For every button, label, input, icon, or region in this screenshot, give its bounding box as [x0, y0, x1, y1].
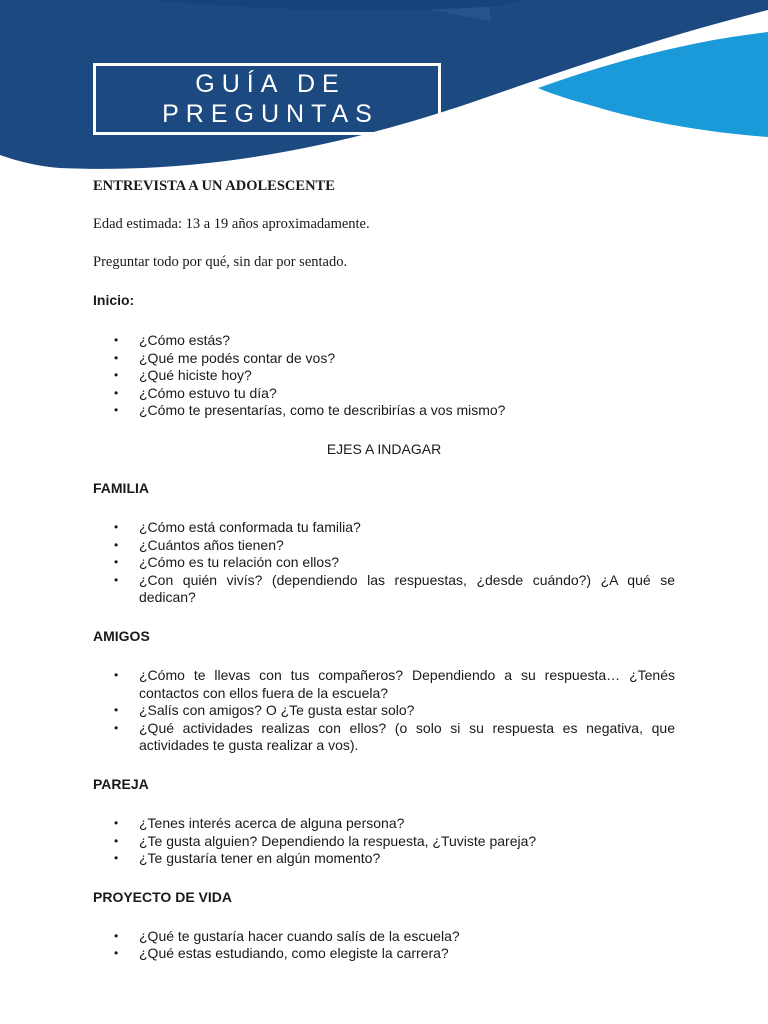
section-heading-proyecto: PROYECTO DE VIDA	[93, 888, 232, 905]
list-item: • ¿Tenes interés acerca de alguna persona?	[114, 814, 405, 831]
list-item: • ¿Cómo estuvo tu día?	[114, 384, 277, 401]
age-text: Edad estimada: 13 a 19 años aproximadamente.	[93, 216, 370, 232]
list-item: • ¿Cómo te llevas con tus compañeros? Dependiendo a su respuesta… ¿Tenés contactos con ellos fuera de la escuela?	[114, 666, 675, 701]
instruction-text: Preguntar todo por qué, sin dar por sentado.	[93, 254, 348, 270]
bullet-icon: •	[114, 519, 119, 534]
list-item: • ¿Qué me podés contar de vos?	[114, 349, 336, 366]
bullet-icon: •	[114, 928, 119, 943]
section-heading-pareja: PAREJA	[93, 775, 149, 792]
ejes-heading: EJES A INDAGAR	[326, 440, 442, 457]
document-body	[93, 176, 675, 963]
list-pareja	[93, 815, 675, 868]
bullet-icon: •	[114, 720, 119, 735]
list-item: • ¿Qué actividades realizas con ellos? (o solo si su respuesta es negativa, que actividades te gusta realizar a vos).	[114, 719, 675, 754]
list-item: • ¿Cómo estás?	[114, 332, 231, 348]
list-amigos	[93, 667, 675, 755]
bullet-icon: •	[114, 946, 119, 961]
bullet-icon: •	[114, 833, 119, 848]
bullet-icon: •	[114, 815, 119, 830]
bullet-icon: •	[114, 667, 119, 682]
bullet-icon: •	[114, 851, 119, 866]
section-heading-familia: FAMILIA	[93, 479, 149, 496]
bullet-icon: •	[114, 385, 119, 400]
title-box	[93, 63, 441, 135]
list-item: • ¿Te gustaría tener en algún momento?	[114, 850, 381, 867]
bullet-icon: •	[114, 350, 119, 365]
section-heading-amigos: AMIGOS	[93, 627, 150, 644]
list-familia	[93, 519, 675, 607]
bullet-icon: •	[114, 572, 119, 587]
list-item: • ¿Cuántos años tienen?	[114, 536, 284, 553]
section-heading-inicio: Inicio:	[93, 292, 135, 308]
bullet-icon: •	[114, 403, 119, 418]
bullet-icon: •	[114, 703, 119, 718]
list-item: • ¿Te gusta alguien? Dependiendo la respuesta, ¿Tuviste pareja?	[114, 832, 537, 849]
list-item: • ¿Qué te gustaría hacer cuando salís de la escuela?	[114, 927, 460, 944]
list-item: • ¿Salís con amigos? O ¿Te gusta estar solo?	[114, 702, 415, 719]
list-item: • ¿Cómo te presentarías, como te describirías a vos mismo?	[114, 402, 506, 419]
bullet-icon: •	[114, 555, 119, 570]
bullet-icon: •	[114, 537, 119, 552]
page-title: GUÍA DE PREGUNTAS	[162, 70, 379, 128]
list-item: • ¿Cómo es tu relación con ellos?	[114, 554, 339, 571]
list-item: • ¿Qué estas estudiando, como elegiste la carrera?	[114, 945, 449, 962]
list-item: • ¿Qué hiciste hoy?	[114, 367, 252, 384]
list-item: • ¿Cómo está conformada tu familia?	[114, 518, 361, 535]
list-inicio	[93, 332, 675, 420]
list-item: • ¿Con quién vivís? (dependiendo las respuestas, ¿desde cuándo?) ¿A qué se dedican?	[114, 571, 675, 606]
bullet-icon: •	[114, 333, 119, 347]
document-subtitle: ENTREVISTA A UN ADOLESCENTE	[93, 178, 335, 194]
bullet-icon: •	[114, 368, 119, 383]
list-proyecto	[93, 928, 675, 963]
